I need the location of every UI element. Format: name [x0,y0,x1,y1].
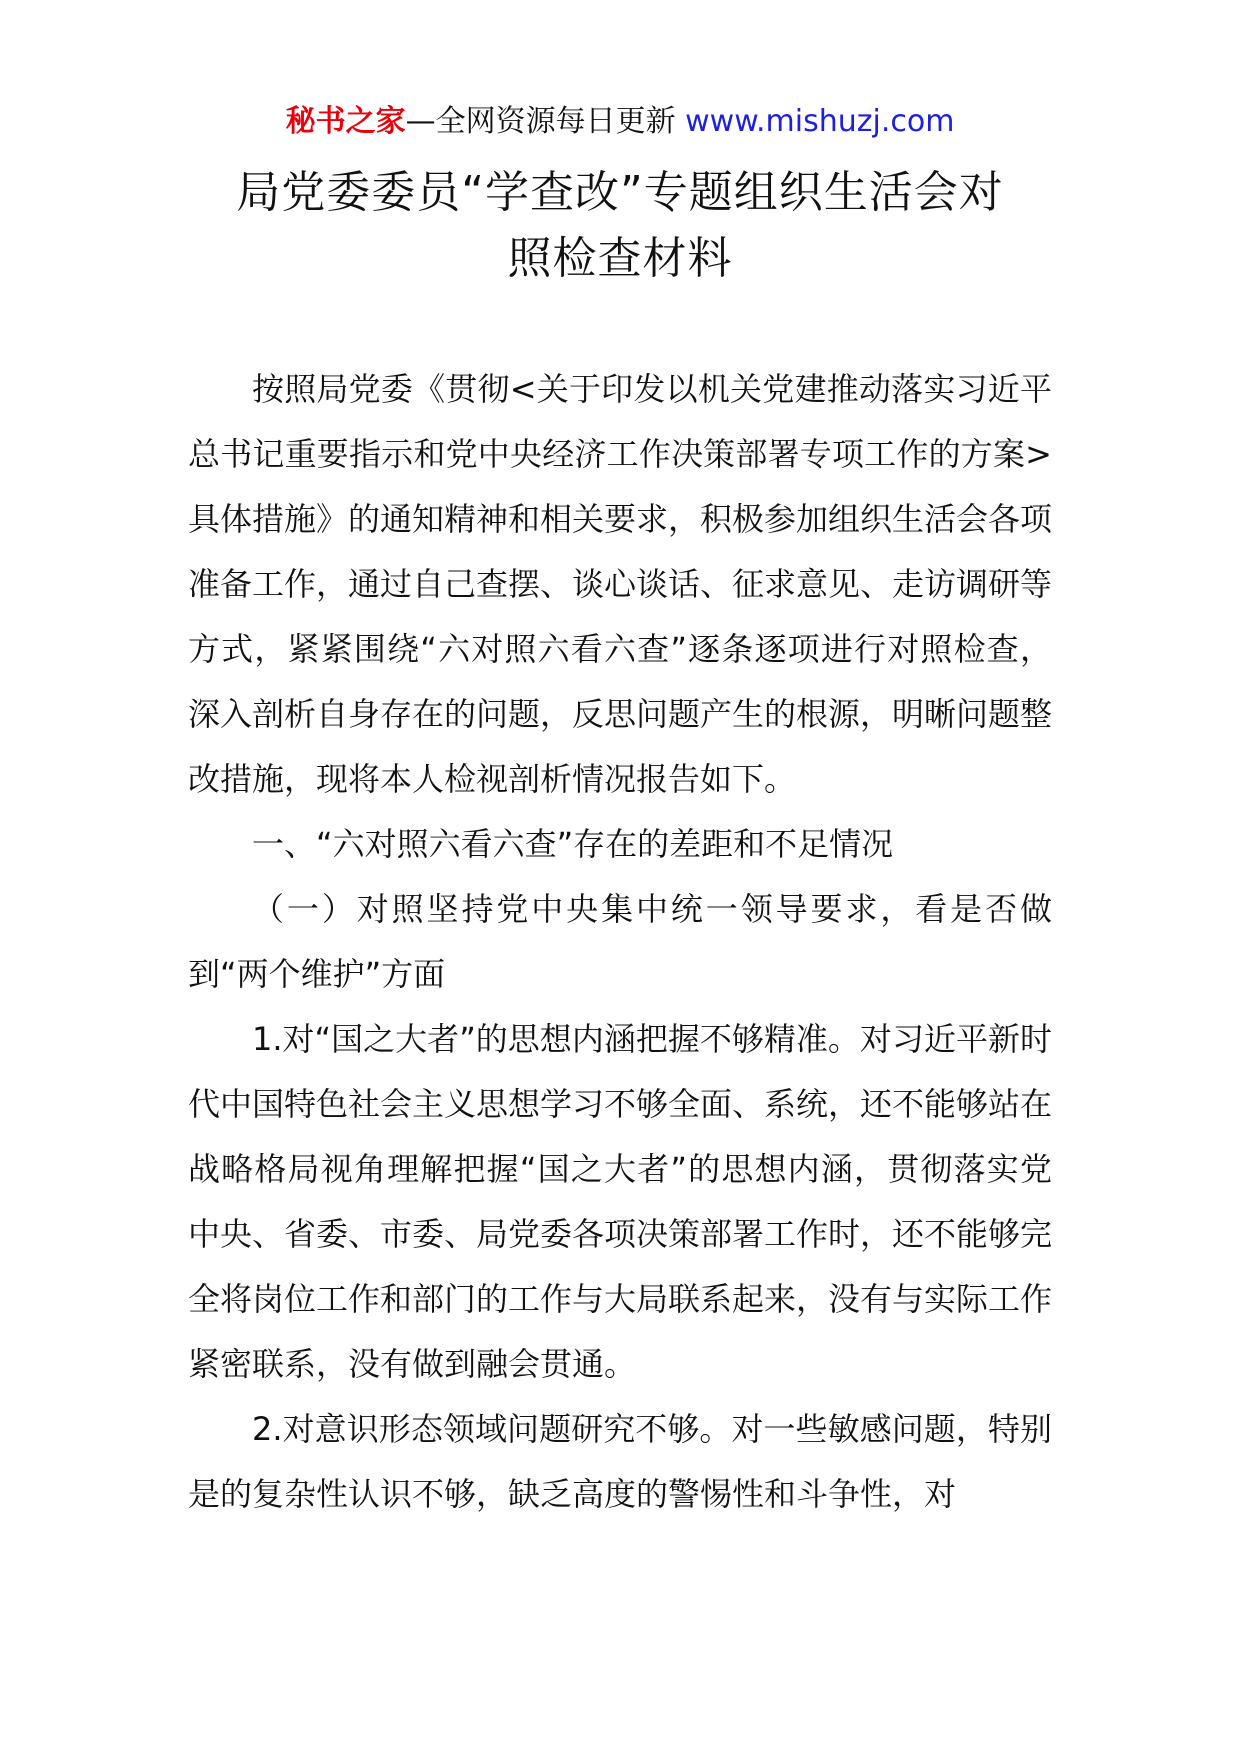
document-title-line-2: 照检查材料 [507,233,733,284]
document-title [170,160,1070,292]
site-tagline: —全网资源每日更新 [405,104,676,139]
subsection-heading-1: （一）对照坚持党中央集中统一领导要求，看是否做到“两个维护”方面 [188,890,1052,993]
item-paragraph-1: 1.对“国之大者”的思想内涵把握不够精准。对习近平新时代中国特色社会主义思想学习不够全面、系统，还不能够站在战略格局视角理解把握“国之大者”的思想内涵，贯彻落实党中央、省委、市委、局党委各项决策部署工作时，还不能够完全将岗位工作和部门的工作与大局联系起来，没有与实际工作紧密联系，没有做到融会贯通。 [188,1020,1053,1383]
site-url-link[interactable]: www.mishuzj.com [685,104,955,139]
document-body [188,357,1052,1527]
document-title-line-1: 局党委委员“学查改”专题组织生活会对 [236,167,1004,218]
item-paragraph-2: 2.对意识形态领域问题研究不够。对一些敏感问题，特别是的复杂性认识不够，缺乏高度的警惕性和斗争性，对 [188,1410,1052,1513]
section-heading-1: 一、“六对照六看六查”存在的差距和不足情况 [252,825,894,863]
intro-paragraph: 按照局党委《贯彻<关于印发以机关党建推动落实习近平总书记重要指示和党中央经济工作决策部署专项工作的方案>具体措施》的通知精神和相关要求，积极参加组织生活会各项准备工作，通过自己查摆、谈心谈话、征求意见、走访调研等方式，紧紧围绕“六对照六看六查”逐条逐项进行对照检查，深入剖析自身存在的问题，反思问题产生的根源，明晰问题整改措施，现将本人检视剖析情况报告如下。 [188,370,1053,798]
site-header [0,102,1240,142]
site-brand: 秘书之家 [285,104,406,139]
